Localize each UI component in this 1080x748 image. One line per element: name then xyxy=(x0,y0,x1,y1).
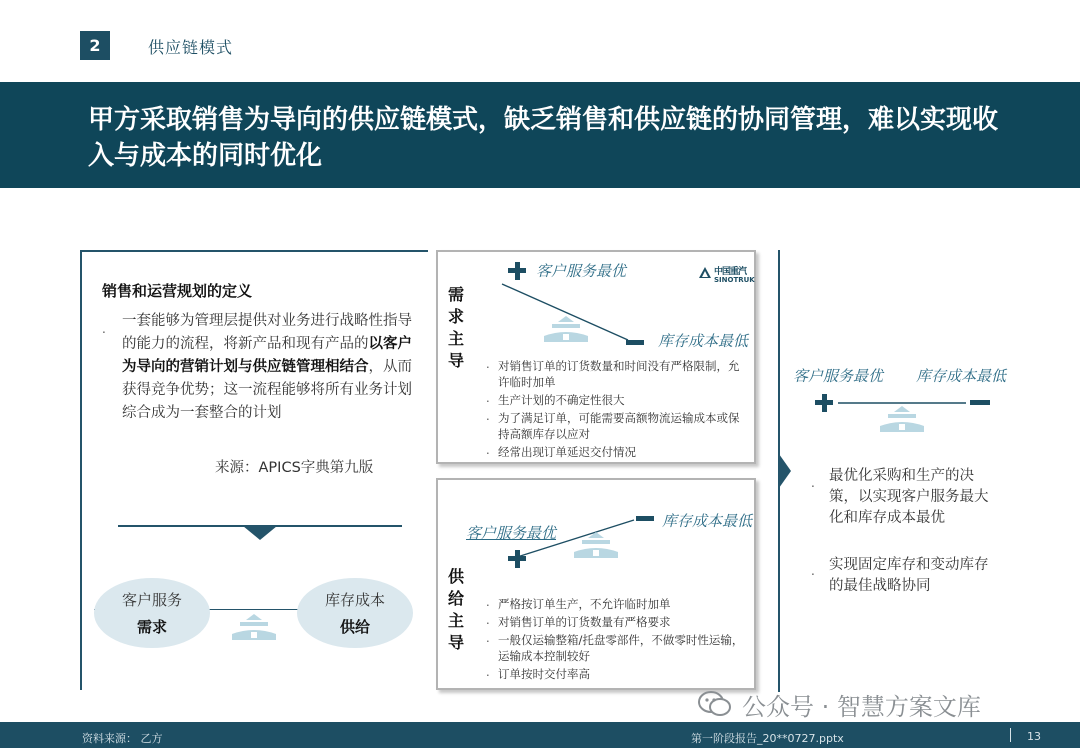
footer-separator xyxy=(1010,728,1011,742)
title-banner xyxy=(0,82,1080,188)
footer-page-number: 13 xyxy=(1027,730,1041,743)
balance-fulcrum-icon xyxy=(538,314,594,344)
supply-led-label: 供给主导 xyxy=(447,567,464,652)
supply-inventory-cost-label: 库存成本最低 xyxy=(662,512,753,530)
logo-text-en: SINOTRUK xyxy=(714,276,755,284)
footer xyxy=(0,722,1080,748)
supply-oval xyxy=(297,578,413,648)
definition-text-bold: 以客户为导向的营销计划与供应链管理相结合 xyxy=(122,336,412,375)
watermark-text: 公众号 · 智慧方案文库 xyxy=(742,692,981,721)
demand-led-label: 需求主导 xyxy=(447,285,464,370)
plus-icon-vertical xyxy=(822,394,827,412)
supply-led-box xyxy=(436,478,756,690)
logo-text-cn: 中国重汽 xyxy=(714,267,747,277)
plus-icon-vertical xyxy=(515,550,520,568)
supply-customer-service-label: 客户服务最优 xyxy=(466,524,557,542)
definition-title: 销售和运营规划的定义 xyxy=(102,282,253,300)
list-item: . 为了满足订单，可能需要高额物流运输成本或保持高额库存以应对 xyxy=(486,410,748,442)
list-item: . 对销售订单的订货数量和时间没有严格限制，允许临时加单 xyxy=(486,358,748,390)
list-item: . 经常出现订单延迟交付情况 xyxy=(486,444,748,460)
wechat-icon xyxy=(698,690,732,718)
definition-text-part2: ，从而获得竞争优势；这一流程能够将所有业务计划综合成为一套整合的计划 xyxy=(122,359,412,421)
definition-bullet: . xyxy=(102,322,106,336)
minus-icon xyxy=(970,400,990,405)
balance-fulcrum-icon xyxy=(226,612,282,642)
minus-icon xyxy=(626,340,644,345)
down-arrow-icon xyxy=(243,526,277,540)
list-item: . 对销售订单的订货数量有严格要求 xyxy=(486,614,748,630)
list-item: . 一般仅运输整箱/托盘零部件，不做零时性运输，运输成本控制较好 xyxy=(486,632,748,664)
right-bullet-mark: . xyxy=(811,476,815,490)
footer-source: 资料来源： 乙方 xyxy=(82,732,163,745)
balance-fulcrum-icon xyxy=(874,404,930,434)
definition-text xyxy=(122,310,414,425)
right-arrow-icon xyxy=(779,454,791,488)
demand-inventory-cost-label: 库存成本最低 xyxy=(658,332,749,350)
sinotruk-logo-icon xyxy=(698,266,712,280)
definition-source: 来源：APICS字典第九版 xyxy=(215,460,374,476)
section-number-badge: 2 xyxy=(80,31,110,60)
balanced-inventory-cost-label: 库存成本最低 xyxy=(916,367,1007,385)
demand-bullet-list xyxy=(486,358,748,462)
balance-fulcrum-icon xyxy=(568,530,624,560)
supply-oval-bottom: 供给 xyxy=(339,618,370,636)
plus-icon-vertical xyxy=(515,262,520,280)
definition-text-part1: 一套能够为管理层提供对业务进行战略性指导的能力的流程，将新产品和现有产品的 xyxy=(122,313,412,352)
list-item: . 订单按时交付率高 xyxy=(486,666,748,682)
list-item: . 严格按订单生产，不允许临时加单 xyxy=(486,596,748,612)
list-item: . 生产计划的不确定性很大 xyxy=(486,392,748,408)
watermark xyxy=(698,688,981,720)
section-title: 供应链模式 xyxy=(148,38,234,57)
supply-bullet-list xyxy=(486,596,748,684)
balanced-customer-service-label: 客户服务最优 xyxy=(793,367,884,385)
demand-led-box xyxy=(436,250,756,464)
footer-file-name: 第一阶段报告_20**0727.pptx xyxy=(691,732,844,745)
right-point-2: 实现固定库存和变动库存的最佳战略协同 xyxy=(829,557,989,594)
right-point-1: 最优化采购和生产的决策，以实现客户服务最大化和库存成本最优 xyxy=(829,468,989,526)
supply-oval-top: 库存成本 xyxy=(324,591,385,609)
demand-oval xyxy=(94,578,210,648)
right-bullet-mark: . xyxy=(811,564,815,578)
demand-customer-service-label: 客户服务最优 xyxy=(536,262,627,280)
demand-oval-bottom: 需求 xyxy=(136,618,167,636)
page-title: 甲方采取销售为导向的供应链模式，缺乏销售和供应链的协同管理，难以实现收入与成本的同时优化 xyxy=(88,105,999,171)
sinotruk-logo xyxy=(698,264,758,288)
demand-oval-top: 客户服务 xyxy=(121,591,182,609)
